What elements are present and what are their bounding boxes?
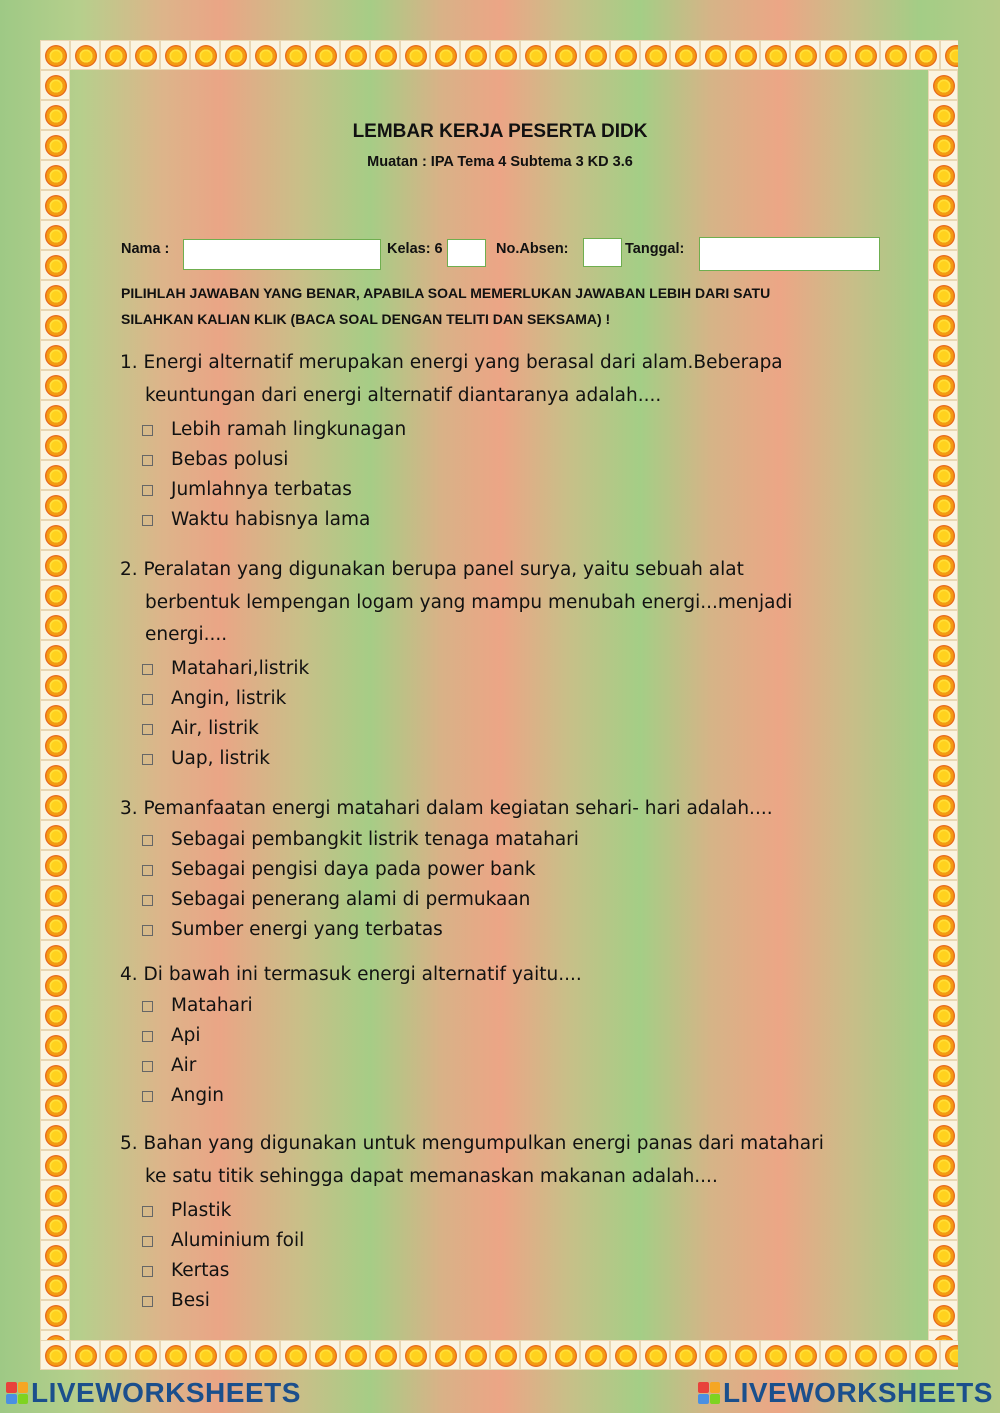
option-label: Matahari bbox=[171, 995, 253, 1017]
option-label: Besi bbox=[171, 1289, 210, 1311]
sun-icon bbox=[928, 430, 958, 460]
tanggal-label: Tanggal: bbox=[625, 241, 685, 257]
question-4 bbox=[120, 959, 840, 1112]
option-checkbox-row[interactable] bbox=[120, 445, 840, 475]
sun-icon bbox=[928, 910, 958, 940]
sun-icon bbox=[790, 40, 820, 70]
tanggal-input[interactable] bbox=[699, 237, 880, 271]
liveworksheets-logo-icon bbox=[6, 1382, 28, 1404]
sun-icon bbox=[70, 40, 100, 70]
option-label: Plastik bbox=[171, 1199, 232, 1221]
sun-icon bbox=[430, 1340, 460, 1370]
sun-icon bbox=[940, 1340, 958, 1370]
question-3 bbox=[120, 793, 840, 946]
question-number: 3. bbox=[120, 798, 138, 819]
page-title: LEMBAR KERJA PESERTA DIDK bbox=[352, 121, 648, 142]
sun-icon bbox=[250, 40, 280, 70]
sun-icon bbox=[460, 1340, 490, 1370]
sun-icon bbox=[40, 1180, 70, 1210]
sun-icon bbox=[790, 1340, 820, 1370]
option-checkbox-row[interactable] bbox=[120, 475, 840, 505]
checkbox-icon[interactable] bbox=[142, 425, 153, 436]
sun-icon bbox=[928, 1030, 958, 1060]
sun-icon bbox=[40, 220, 70, 250]
option-checkbox-row[interactable] bbox=[120, 1286, 840, 1316]
sun-icon bbox=[928, 340, 958, 370]
sun-icon bbox=[40, 280, 70, 310]
sun-icon bbox=[928, 1090, 958, 1120]
sun-icon bbox=[40, 370, 70, 400]
option-label: Sebagai penerang alami di permukaan bbox=[171, 889, 531, 911]
sun-icon bbox=[160, 1340, 190, 1370]
sun-icon bbox=[40, 1330, 70, 1340]
absen-input[interactable] bbox=[583, 238, 622, 267]
sun-icon bbox=[40, 1270, 70, 1300]
sun-icon bbox=[40, 1300, 70, 1330]
question-number: 2. bbox=[120, 559, 138, 580]
sun-icon bbox=[928, 70, 958, 100]
sun-icon bbox=[700, 40, 730, 70]
sun-icon bbox=[40, 580, 70, 610]
sun-icon bbox=[928, 190, 958, 220]
question-5-text bbox=[120, 1128, 840, 1193]
option-checkbox-row[interactable] bbox=[120, 992, 840, 1022]
option-checkbox-row[interactable] bbox=[120, 1226, 840, 1256]
sun-icon bbox=[928, 880, 958, 910]
sun-icon bbox=[880, 1340, 910, 1370]
question-body: Energi alternatif merupakan energi yang berasal dari alam.Beberapa keuntungan dari energi alternatif diantaranya adalah.... bbox=[143, 352, 783, 406]
question-4-text bbox=[120, 959, 840, 992]
checkbox-icon[interactable] bbox=[142, 895, 153, 906]
sun-icon bbox=[460, 40, 490, 70]
question-body: Peralatan yang digunakan berupa panel surya, yaitu sebuah alat berbentuk lempengan logam yang mampu menubah energi...menjadi energi.... bbox=[143, 559, 793, 645]
option-label: Api bbox=[171, 1025, 201, 1047]
sun-icon bbox=[40, 1340, 70, 1370]
checkbox-icon[interactable] bbox=[142, 1266, 153, 1277]
sun-icon bbox=[40, 1000, 70, 1030]
sun-icon bbox=[610, 1340, 640, 1370]
sun-icon bbox=[928, 700, 958, 730]
sun-icon bbox=[40, 520, 70, 550]
sun-icon bbox=[220, 1340, 250, 1370]
sun-icon bbox=[40, 310, 70, 340]
option-label: Lebih ramah lingkunagan bbox=[171, 418, 407, 440]
sun-icon bbox=[40, 1030, 70, 1060]
sun-icon bbox=[928, 640, 958, 670]
sun-icon bbox=[40, 700, 70, 730]
sun-icon bbox=[40, 940, 70, 970]
option-label: Angin bbox=[171, 1085, 224, 1107]
question-2-text bbox=[120, 554, 840, 652]
question-number: 4. bbox=[120, 964, 138, 985]
instructions-line-2: SILAHKAN KALIAN KLIK (BACA SOAL DENGAN TELITI DAN SEKSAMA) ! bbox=[121, 311, 611, 327]
sun-icon bbox=[820, 40, 850, 70]
question-3-text bbox=[120, 793, 840, 826]
sun-icon bbox=[340, 1340, 370, 1370]
sun-icon bbox=[70, 1340, 100, 1370]
sun-icon bbox=[370, 40, 400, 70]
sun-icon bbox=[40, 820, 70, 850]
sun-icon bbox=[928, 1060, 958, 1090]
sun-icon bbox=[190, 40, 220, 70]
option-label: Kertas bbox=[171, 1259, 230, 1281]
option-label: Waktu habisnya lama bbox=[171, 508, 371, 530]
sun-icon bbox=[928, 310, 958, 340]
question-number: 5. bbox=[120, 1133, 138, 1154]
sun-icon bbox=[928, 1300, 958, 1330]
question-2 bbox=[120, 554, 840, 775]
sun-icon bbox=[280, 40, 310, 70]
sun-icon bbox=[40, 460, 70, 490]
sun-icon bbox=[928, 1000, 958, 1030]
sun-border-top bbox=[40, 40, 958, 70]
sun-icon bbox=[580, 1340, 610, 1370]
sun-icon bbox=[40, 880, 70, 910]
checkbox-icon[interactable] bbox=[142, 1206, 153, 1217]
sun-icon bbox=[928, 1150, 958, 1180]
sun-icon bbox=[928, 1270, 958, 1300]
sun-border-left bbox=[40, 70, 70, 1340]
checkbox-icon[interactable] bbox=[142, 515, 153, 526]
option-checkbox-row[interactable] bbox=[120, 1022, 840, 1052]
option-checkbox-row[interactable] bbox=[120, 655, 840, 685]
sun-icon bbox=[40, 400, 70, 430]
option-label: Angin, listrik bbox=[171, 688, 287, 710]
sun-icon bbox=[430, 40, 460, 70]
sun-icon bbox=[40, 910, 70, 940]
option-checkbox-row[interactable] bbox=[120, 1196, 840, 1226]
option-label: Bebas polusi bbox=[171, 448, 289, 470]
checkbox-icon[interactable] bbox=[142, 1236, 153, 1247]
brand-text: LIVEWORKSHEETS bbox=[723, 1377, 993, 1408]
checkbox-icon[interactable] bbox=[142, 925, 153, 936]
sun-icon bbox=[928, 970, 958, 1000]
sun-icon bbox=[40, 430, 70, 460]
checkbox-icon[interactable] bbox=[142, 1091, 153, 1102]
page-subtitle: Muatan : IPA Tema 4 Subtema 3 KD 3.6 bbox=[367, 154, 633, 170]
sun-icon bbox=[370, 1340, 400, 1370]
sun-icon bbox=[610, 40, 640, 70]
sun-icon bbox=[40, 250, 70, 280]
sun-icon bbox=[400, 1340, 430, 1370]
sun-icon bbox=[40, 1210, 70, 1240]
sun-icon bbox=[928, 1330, 958, 1340]
sun-icon bbox=[40, 340, 70, 370]
absen-label: No.Absen: bbox=[496, 241, 569, 257]
option-checkbox-row[interactable] bbox=[120, 505, 840, 535]
sun-icon bbox=[928, 490, 958, 520]
checkbox-icon[interactable] bbox=[142, 664, 153, 675]
sun-icon bbox=[160, 40, 190, 70]
sun-icon bbox=[670, 1340, 700, 1370]
sun-icon bbox=[928, 760, 958, 790]
question-body: Di bawah ini termasuk energi alternatif yaitu.... bbox=[143, 964, 582, 985]
option-checkbox-row[interactable] bbox=[120, 916, 840, 946]
liveworksheets-logo-left[interactable] bbox=[6, 1377, 301, 1409]
sun-border-bottom bbox=[40, 1340, 958, 1370]
sun-icon bbox=[928, 610, 958, 640]
sun-icon bbox=[520, 40, 550, 70]
sun-icon bbox=[928, 220, 958, 250]
sun-icon bbox=[820, 1340, 850, 1370]
sun-border-right bbox=[928, 70, 958, 1340]
option-checkbox-row[interactable] bbox=[120, 415, 840, 445]
sun-icon bbox=[400, 40, 430, 70]
option-label: Matahari,listrik bbox=[171, 658, 310, 680]
instructions-line-1: PILIHLAH JAWABAN YANG BENAR, APABILA SOAL MEMERLUKAN JAWABAN LEBIH DARI SATU bbox=[121, 285, 771, 301]
sun-icon bbox=[928, 370, 958, 400]
option-label: Sumber energi yang terbatas bbox=[171, 919, 443, 941]
sun-icon bbox=[490, 1340, 520, 1370]
checkbox-icon[interactable] bbox=[142, 1296, 153, 1307]
checkbox-icon[interactable] bbox=[142, 1061, 153, 1072]
sun-icon bbox=[40, 40, 70, 70]
sun-icon bbox=[730, 1340, 760, 1370]
option-checkbox-row[interactable] bbox=[120, 715, 840, 745]
sun-icon bbox=[640, 40, 670, 70]
sun-icon bbox=[928, 250, 958, 280]
question-body: Bahan yang digunakan untuk mengumpulkan energi panas dari matahari ke satu titik sehingga dapat memanaskan makanan adalah.... bbox=[143, 1133, 824, 1187]
sun-icon bbox=[40, 850, 70, 880]
sun-icon bbox=[928, 730, 958, 760]
sun-icon bbox=[310, 1340, 340, 1370]
sun-icon bbox=[490, 40, 520, 70]
sun-icon bbox=[928, 580, 958, 610]
sun-icon bbox=[40, 1060, 70, 1090]
checkbox-icon[interactable] bbox=[142, 1001, 153, 1012]
question-1-text bbox=[120, 347, 840, 412]
kelas-label: Kelas: 6 bbox=[387, 241, 443, 257]
option-label: Uap, listrik bbox=[171, 748, 271, 770]
sun-icon bbox=[928, 400, 958, 430]
sun-icon bbox=[340, 40, 370, 70]
sun-icon bbox=[100, 1340, 130, 1370]
sun-icon bbox=[550, 1340, 580, 1370]
sun-icon bbox=[850, 1340, 880, 1370]
sun-icon bbox=[928, 550, 958, 580]
sun-icon bbox=[40, 730, 70, 760]
question-1 bbox=[120, 347, 840, 535]
checkbox-icon[interactable] bbox=[142, 724, 153, 735]
sun-icon bbox=[928, 1240, 958, 1270]
checkbox-icon[interactable] bbox=[142, 835, 153, 846]
sun-icon bbox=[40, 490, 70, 520]
question-1-options bbox=[120, 415, 840, 535]
sun-icon bbox=[700, 1340, 730, 1370]
sun-icon bbox=[910, 1340, 940, 1370]
checkbox-icon[interactable] bbox=[142, 694, 153, 705]
option-checkbox-row[interactable] bbox=[120, 1052, 840, 1082]
sun-icon bbox=[40, 790, 70, 820]
sun-icon bbox=[40, 760, 70, 790]
option-label: Sebagai pembangkit listrik tenaga matahari bbox=[171, 829, 579, 851]
sun-icon bbox=[40, 550, 70, 580]
sun-icon bbox=[40, 640, 70, 670]
sun-icon bbox=[730, 40, 760, 70]
checkbox-icon[interactable] bbox=[142, 455, 153, 466]
sun-icon bbox=[40, 190, 70, 220]
option-label: Jumlahnya terbatas bbox=[171, 478, 352, 500]
sun-icon bbox=[928, 1120, 958, 1150]
liveworksheets-logo-icon bbox=[698, 1382, 720, 1404]
sun-icon bbox=[310, 40, 340, 70]
option-checkbox-row[interactable] bbox=[120, 685, 840, 715]
sun-icon bbox=[220, 40, 250, 70]
sun-icon bbox=[520, 1340, 550, 1370]
option-checkbox-row[interactable] bbox=[120, 886, 840, 916]
question-body: Pemanfaatan energi matahari dalam kegiatan sehari- hari adalah.... bbox=[143, 798, 773, 819]
sun-icon bbox=[40, 970, 70, 1000]
sun-icon bbox=[880, 40, 910, 70]
kelas-input[interactable] bbox=[447, 239, 486, 267]
option-checkbox-row[interactable] bbox=[120, 745, 840, 775]
question-4-options bbox=[120, 992, 840, 1112]
option-checkbox-row[interactable] bbox=[120, 1082, 840, 1112]
sun-icon bbox=[928, 280, 958, 310]
sun-icon bbox=[190, 1340, 220, 1370]
sun-icon bbox=[850, 40, 880, 70]
sun-icon bbox=[40, 1090, 70, 1120]
sun-icon bbox=[670, 40, 700, 70]
question-number: 1. bbox=[120, 352, 138, 373]
checkbox-icon[interactable] bbox=[142, 485, 153, 496]
checkbox-icon[interactable] bbox=[142, 865, 153, 876]
sun-icon bbox=[130, 40, 160, 70]
sun-icon bbox=[928, 520, 958, 550]
sun-icon bbox=[760, 1340, 790, 1370]
sun-icon bbox=[928, 850, 958, 880]
liveworksheets-logo-right[interactable] bbox=[698, 1377, 993, 1409]
sun-icon bbox=[760, 40, 790, 70]
sun-icon bbox=[928, 1180, 958, 1210]
sun-icon bbox=[928, 670, 958, 700]
sun-icon bbox=[580, 40, 610, 70]
checkbox-icon[interactable] bbox=[142, 754, 153, 765]
checkbox-icon[interactable] bbox=[142, 1031, 153, 1042]
question-5 bbox=[120, 1128, 840, 1316]
nama-input[interactable] bbox=[183, 239, 381, 270]
option-checkbox-row[interactable] bbox=[120, 1256, 840, 1286]
sun-icon bbox=[928, 460, 958, 490]
sun-icon bbox=[280, 1340, 310, 1370]
question-5-options bbox=[120, 1196, 840, 1316]
sun-icon bbox=[40, 610, 70, 640]
option-label: Sebagai pengisi daya pada power bank bbox=[171, 859, 536, 881]
brand-text: LIVEWORKSHEETS bbox=[31, 1377, 301, 1408]
sun-icon bbox=[40, 1150, 70, 1180]
sun-icon bbox=[550, 40, 580, 70]
option-label: Air bbox=[171, 1055, 197, 1077]
option-label: Air, listrik bbox=[171, 718, 259, 740]
sun-icon bbox=[910, 40, 940, 70]
sun-icon bbox=[928, 790, 958, 820]
sun-icon bbox=[640, 1340, 670, 1370]
sun-icon bbox=[40, 1120, 70, 1150]
sun-icon bbox=[130, 1340, 160, 1370]
sun-icon bbox=[40, 1240, 70, 1270]
question-3-options bbox=[120, 826, 840, 946]
sun-icon bbox=[928, 1210, 958, 1240]
question-2-options bbox=[120, 655, 840, 775]
nama-label: Nama : bbox=[121, 241, 170, 257]
sun-icon bbox=[100, 40, 130, 70]
sun-icon bbox=[928, 820, 958, 850]
sun-icon bbox=[940, 40, 958, 70]
sun-icon bbox=[40, 670, 70, 700]
option-checkbox-row[interactable] bbox=[120, 826, 840, 856]
option-label: Aluminium foil bbox=[171, 1229, 305, 1251]
instructions bbox=[121, 280, 881, 332]
sun-icon bbox=[40, 70, 70, 100]
sun-icon bbox=[250, 1340, 280, 1370]
sun-icon bbox=[928, 940, 958, 970]
option-checkbox-row[interactable] bbox=[120, 856, 840, 886]
